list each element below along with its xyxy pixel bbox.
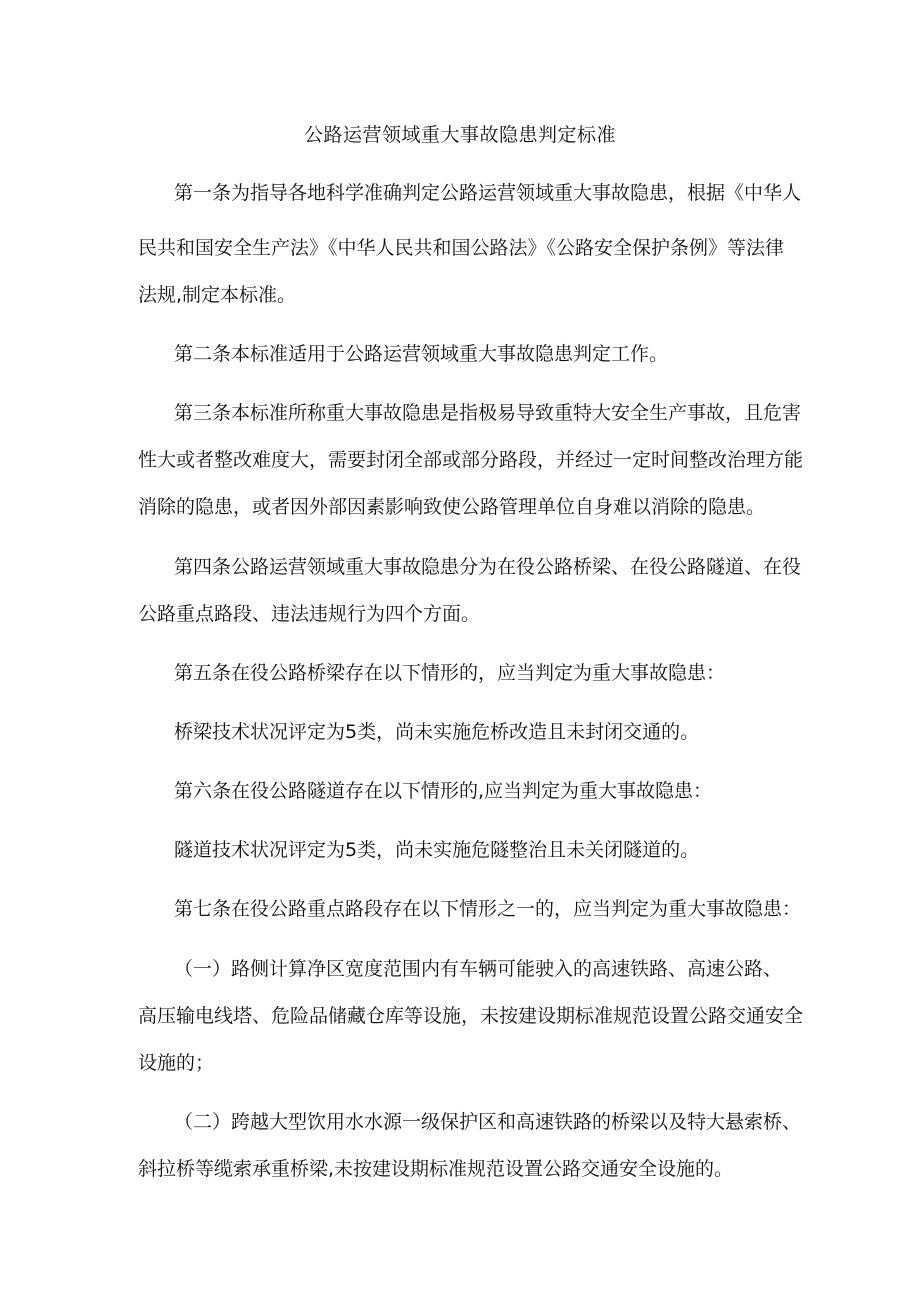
article-7-line-1: 第七条在役公路重点路段存在以下情形之一的，应当判定为重大事故隐患： xyxy=(174,898,802,920)
article-4-line-2: 公路重点路段、违法违规行为四个方面。 xyxy=(138,603,481,625)
article-7-item-2-line-2: 斜拉桥等缆索承重桥梁,未按建设期标准规范设置公路交通安全设施的。 xyxy=(138,1158,734,1180)
article-1-line-2: 民共和国安全生产法》《中华人民共和国公路法》《公路安全保护条例》等法律 xyxy=(138,237,785,259)
article-1-line-3: 法规,制定本标准。 xyxy=(138,284,297,306)
article-7-item-1-line-1: （一）路侧计算净区宽度范围内有车辆可能驶入的高速铁路、高速公路、 xyxy=(174,958,783,980)
article-2-line-1: 第二条本标准适用于公路运营领域重大事故隐患判定工作。 xyxy=(174,343,669,365)
article-7-item-2-line-1: （二）跨越大型饮用水水源一级保护区和高速铁路的桥梁以及特大悬索桥、 xyxy=(174,1111,802,1133)
article-3-line-1: 第三条本标准所称重大事故隐患是指极易导致重特大安全生产事故，且危害 xyxy=(174,402,802,424)
article-3-line-3: 消除的隐患，或者因外部因素影响致使公路管理单位自身难以消除的隐患。 xyxy=(138,496,766,518)
article-4-line-1: 第四条公路运营领域重大事故隐患分为在役公路桥梁、在役公路隧道、在役 xyxy=(174,556,802,578)
article-6-item: 隧道技术状况评定为5类，尚未实施危隧整治且未关闭隧道的。 xyxy=(174,839,700,861)
article-1-line-1: 第一条为指导各地科学准确判定公路运营领域重大事故隐患，根据《中华人 xyxy=(174,182,802,204)
article-7-item-1-line-2: 高压输电线塔、危险品储藏仓库等设施，未按建设期标准规范设置公路交通安全 xyxy=(138,1005,804,1027)
article-6-line-1: 第六条在役公路隧道存在以下情形的,应当判定为重大事故隐患： xyxy=(174,780,713,802)
article-5-line-1: 第五条在役公路桥梁存在以下情形的，应当判定为重大事故隐患： xyxy=(174,662,726,684)
article-3-line-2: 性大或者整改难度大，需要封闭全部或部分路段，并经过一定时间整改治理方能 xyxy=(138,449,804,471)
article-7-item-1-line-3: 设施的； xyxy=(138,1052,215,1074)
document-title: 公路运营领域重大事故隐患判定标准 xyxy=(303,124,616,146)
article-5-item: 桥梁技术状况评定为5类，尚未实施危桥改造且未封闭交通的。 xyxy=(174,721,700,743)
